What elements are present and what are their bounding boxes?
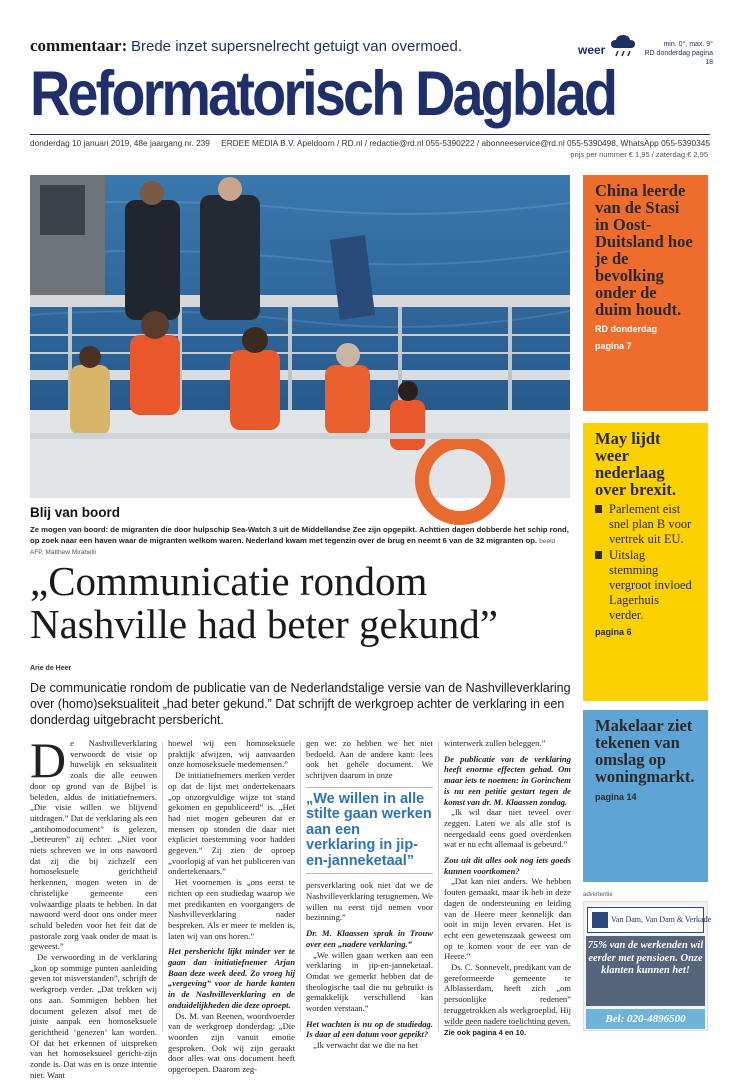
weather-temperature: min. 0°, max. 9° [663, 41, 713, 48]
hero-photo[interactable] [30, 175, 570, 498]
article-lead: De communicatie rondom de publicatie van de Nederlandstalige versie van de Nashvilleverklaring over (homo)seksualiteit „had beter gekund.” Dat schrijft de werkgroep achter de verklaring in een donderdag uitgebracht persbericht. [30, 681, 571, 728]
article-paragraph: De verwoording in de verklaring „kon op sommige punten aanleiding geven tot misverstanden”, schrijft de werkgroep verder. „Dat trekken wij ons aan. Sommigen hebben het document gelezen alsof met de juiste aanpak een homoseksuele gerichtheid ‘genezen’ kan worden. Of dat het erkennen of uitspreken van het homoseksueel gericht-zijn zonde is. Dat was en is onze intentie niet. Want [30, 952, 157, 1080]
photo-title: Blij van boord [30, 505, 121, 520]
interview-question: De publicatie van de verklaring heeft enorme effecten gehad. Om maar iets te noemen: in Gorinchem is nu een petitie gestart tegen de komst van dr. M. Klaassen zondag. [444, 753, 571, 807]
drop-cap: D [30, 732, 67, 788]
teaser-page-ref: pagina 7 [595, 341, 632, 351]
issue-date: donderdag 10 januari 2019, 48e jaargang nr. 239 [30, 138, 210, 148]
interview-question: Het persbericht lijkt minder ver te gaan dan initiatiefnemer Arjan Baan deze week deed. Zo vroeg hij „vergeving” voor de harde kanten in de Nashvilleverklaring en de onduidelijkheden die deze oproept. [168, 946, 295, 1010]
weather-page-ref: RD donderdag pagina 18 [644, 50, 713, 66]
article-paragraph: persverklaring ook niet dat we de Nashvilleverklaring terugnemen. We willen nu eerst tijd nemen voor bezinning.” [306, 880, 433, 923]
teaser-headline: Makelaar ziet tekenen van omslag op woningmarkt. [595, 716, 695, 786]
teaser-bullet: Parlement eist snel plan B voor vertrek uit EU. [595, 502, 696, 547]
article-paragraph: Het voornemen is „ons eerst te richten op een studiedag waarop we met predikanten en voorgangers de Nashvilleverklaring nader bespreken. Als er meer te melden is, laten wij van ons horen.” [168, 877, 295, 941]
teaser-headline: May lijdt weer nederlaag over brexit. [595, 429, 676, 499]
teaser-source: RD donderdag [595, 324, 657, 334]
article-paragraph: „We willen gaan werken aan een verklaring in jip-en-janneketaal. Omdat we gemerkt hebben dat de theologische taal die nu gebruikt is gemakkelijk verschillend kan worden verstaan.” [306, 949, 433, 1014]
commentary-text[interactable]: Brede inzet supersnelrecht getuigt van overmoed. [131, 38, 463, 55]
article-paragraph: Ds. M. van Reenen, woordvoerder van de werkgroep donderdag: „Die woorden zijn vanuit emotie gesproken. Ook wij zijn geraakt door alles wat ons document heeft opgeroepen. Daarom zeg- [168, 1010, 295, 1075]
article-paragraph: gen we: zo hebben we het niet bedoeld. Aan de andere kant: lees ook het gehéle document. We schrijven daarom in onze [306, 738, 433, 781]
advertiser-name: Van Dam, Van Dam & Verkade [611, 915, 712, 924]
article-column-2 [168, 738, 295, 1075]
article-paragraph: Ds. C. Sonnevelt, predikant van de gereformeerde gemeente te Alblasserdam, heeft zich „om persoonlijke redenen” teruggetrokken als werkgroeplid. Hij wilde geen nadere toelichting geven. [444, 962, 571, 1026]
teaser-page-ref: pagina 6 [595, 627, 632, 637]
article-paragraph: De initiatiefnemers merken verder op dat de lijst met ondertekenaars „op onzorgvuldige wijze tot stand gekomen en gepubliceerd” is. „Het had niet mogen gebeuren dat er mensen op stonden die daar niet expliciet toestemming voor hadden gegeven.” Zij zien de oproep „voorlopig af van het publiceren van ondertekenaars.” [168, 770, 295, 877]
photo-caption [30, 525, 570, 559]
publisher-contact: ERDEE MEDIA B.V. Apeldoorn / RD.nl / redactie@rd.nl 055-5390222 / abonneeservice@rd.nl 055-5390498, WhatsApp 055-5390345 [221, 138, 710, 148]
advertisement[interactable] [583, 901, 712, 1031]
newspaper-logo[interactable]: Reformatorisch Dagblad [30, 59, 616, 129]
advertisement-message: 75% van de werkenden wil eerder met pensioen. Onze klanten kunnen het! [586, 936, 705, 1006]
commentary-teaser[interactable] [30, 36, 590, 56]
interview-question: Het wachten is nu op de studiedag. Is daar al een datum voor geprikt? [306, 1018, 433, 1040]
article-column-3 [306, 738, 433, 1051]
article-paragraph: „Ik wil daar niet teveel over zeggen. Laten we als alle stof is neergedaald eens goed overdenken wat er nu echt allemaal is gebeurd.” [444, 807, 571, 850]
advertisement-label: advertentie [583, 892, 613, 898]
photo-credit: beeld AFP, Matthew Mirabelli [30, 537, 556, 556]
pull-quote: „We willen in alle stilte gaan werken aan een verklaring in jip-en-janneketaal” [306, 787, 433, 875]
rain-cloud-icon [609, 34, 637, 58]
article-column-1 [30, 732, 157, 1081]
migrants-on-ship-illustration [30, 175, 570, 498]
issue-price: prijs per nummer € 1,95 / zaterdag € 2,95 [570, 150, 708, 159]
commentary-label: commentaar: [30, 36, 128, 55]
teaser-bullet: Uitslag stemming vergroot invloed Lagerhuis verder. [595, 548, 696, 623]
column-divider [300, 742, 301, 1032]
article-column-4 [444, 738, 571, 1026]
teaser-headline: China leerde van de Stasi in Oost-Duitsland hoe je de bevolking onder de duim houdt. [595, 181, 693, 319]
weather-widget[interactable] [578, 34, 713, 66]
interview-question: Zou uit dit alles ook nog iets goeds kunnen voortkomen? [444, 855, 571, 876]
see-also-reference[interactable]: Zie ook pagina 4 en 10. [444, 1025, 571, 1037]
advertisement-phone[interactable]: Bel: 020-4896500 [586, 1009, 705, 1029]
article-paragraph: „Dat kan niet anders. We hebben fouten gemaakt, maar ik heb in deze dagen de ondersteuning en leiding van de Heere meer kennelijk dan ooit in mijn leven ervaren. Het is echt een gewetenszaak geweest om op te komen voor de eer van de Heere.” [444, 876, 571, 962]
weather-label: weer [578, 43, 606, 57]
teaser-page-ref: pagina 14 [595, 792, 637, 802]
article-paragraph: „Ik verwacht dat we die na het [313, 1040, 418, 1051]
teaser-housing-market[interactable] [583, 710, 708, 882]
column-divider [162, 742, 163, 1032]
advertiser-logo-mark-icon [592, 912, 608, 928]
teaser-brexit[interactable] [583, 423, 708, 701]
article-author: Arie de Heer [30, 665, 72, 672]
advertiser-logo [587, 907, 712, 933]
article-headline[interactable]: „Communicatie rondom Nashville had beter gekund” [30, 558, 498, 647]
teaser-china-stasi[interactable] [583, 175, 708, 411]
photo-caption-text: Ze mogen van boord: de migranten die door hulpschip Sea-Watch 3 uit de Middellandse Zee zijn opgepikt. Achttien dagen dobberde het schip rond, op zoek naar een haven waar de migranten welkom waren. Nederland kwam met tegenzin over de brug en neemt 6 van de 32 migranten op. [30, 525, 569, 545]
article-paragraph: De Nashvilleverklaring verwoordt de visie op huwelijk en seksualiteit zoals die alle eeuwen door op grond van de Bijbel is beleden, aldus de initiatiefnemers. „Die visie willen we blijvend uitdragen.” Dat de verklaring als een „antihomodocument” is gelezen, „betreuren” zij echter. „Niet voor niets schreven we in ons nawoord dat zij die bij zichzelf een homoseksuele gerichtheid herkennen, mogen weten in de christelijke gemeente een volwaardige plaats te hebben. In dat nawoord werd door ons onder meer schuld beleden voor het feit dat de pastorale zorg vaak onder de maat is geweest.” [30, 732, 157, 952]
column-divider [438, 742, 439, 1032]
article-paragraph: winterwerk zullen beleggen.” [444, 738, 546, 748]
article-paragraph: hoewel wij een homoseksuele praktijk afwijzen, wij aanvaarden onze homoseksuele medemensen.” [168, 738, 295, 770]
interview-question: Dr. M. Klaassen sprak in Trouw over een „nadere verklaring.” [306, 928, 433, 949]
masthead-divider [30, 134, 710, 135]
teaser-bullet-list [595, 502, 696, 623]
